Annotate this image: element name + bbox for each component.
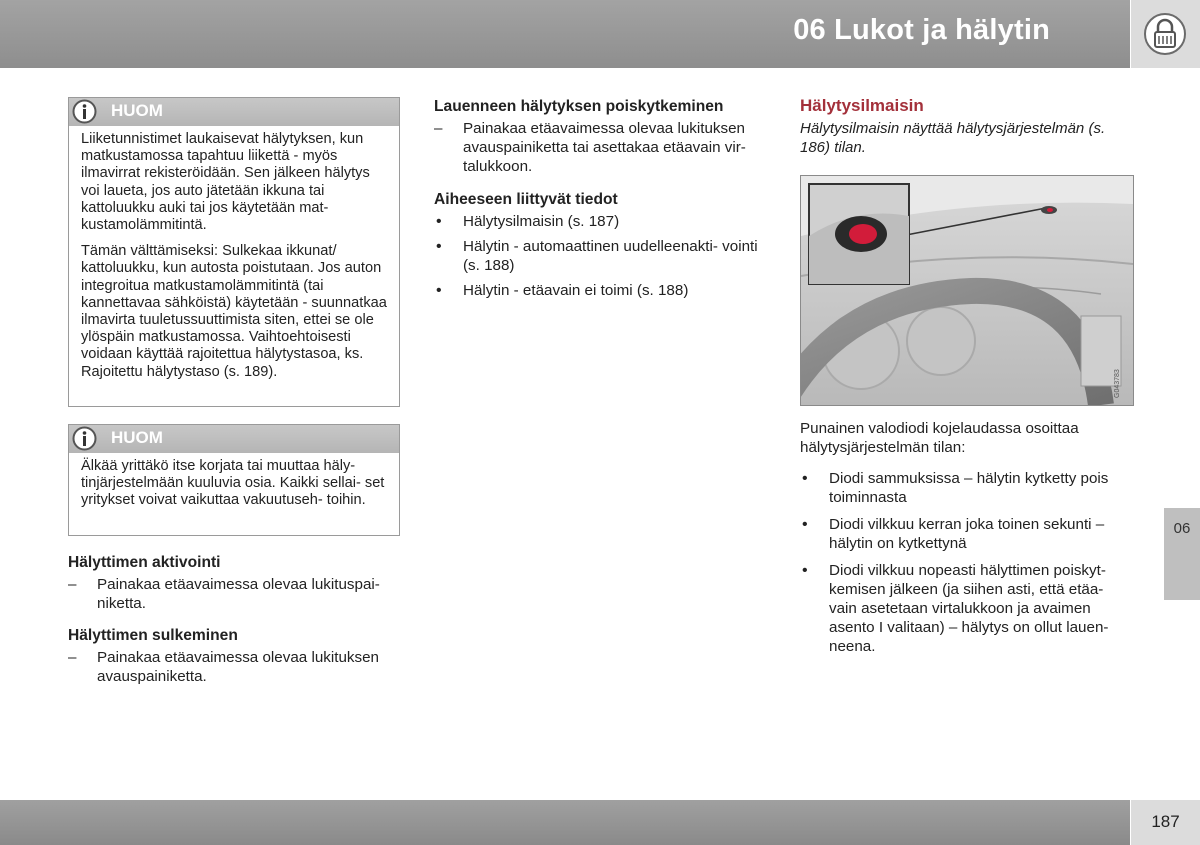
- section-title: Hälytysilmaisin: [800, 96, 924, 115]
- state-item: • Diodi sammuksissa – hälytin kytketty pois toiminnasta: [800, 469, 1130, 507]
- deactivation-heading: Hälyttimen sulkeminen: [68, 627, 238, 644]
- related-link[interactable]: • Hälytin - automaattinen uudelleenakti- vointi (s. 188): [434, 237, 766, 275]
- page-footer: [0, 800, 1130, 845]
- related-heading: Aiheeseen liittyvät tiedot: [434, 191, 618, 208]
- note-label: HUOM: [111, 101, 163, 120]
- note-label: HUOM: [111, 428, 163, 447]
- activation-step: – Painakaa etäavaimessa olevaa lukituspai- niketta.: [68, 575, 400, 613]
- triggered-step: – Painakaa etäavaimessa olevaa lukituksen avauspainiketta tai asettakaa etäavain vir- talukkoon.: [434, 119, 766, 176]
- note-box-2: [68, 424, 400, 536]
- note-header: [69, 425, 399, 453]
- related-link[interactable]: • Hälytysilmaisin (s. 187): [434, 212, 766, 231]
- indicator-states: [800, 419, 1130, 656]
- alarm-indicator-section: [800, 96, 1130, 157]
- note-paragraph: Älkää yrittäkö itse korjata tai muuttaa häly- tinjärjestelmään kuuluvia osia. Kaikki sellai- set yritykset voivat vaikuttaa vakuutuseh- toihin.: [81, 458, 385, 509]
- chapter-icon-box: [1131, 0, 1200, 68]
- deactivation-step: – Painakaa etäavaimessa olevaa lukituksen avauspainiketta.: [68, 648, 400, 686]
- note-body: [69, 453, 399, 519]
- image-caption: Punainen valodiodi kojelaudassa osoittaa hälytysjärjestelmän tilan:: [800, 420, 1079, 456]
- note-body: [69, 126, 399, 390]
- page-number: 187: [1151, 812, 1180, 831]
- chapter-title: 06 Lukot ja hälytin: [793, 14, 1050, 46]
- state-item: • Diodi vilkkuu nopeasti hälyttimen poiskyt- kemisen jälkeen (ja siihen asti, että etäa- vain asetetaan virtalukkoon ja avaimen asento I valitaan) – hälytys on ollut lauen- neena.: [800, 561, 1130, 656]
- page-header: [0, 0, 1130, 68]
- deactivation-section: [68, 626, 400, 686]
- image-code: G043783: [1114, 369, 1121, 398]
- info-icon: [71, 98, 98, 125]
- triggered-heading: Lauenneen hälytyksen poiskytkeminen: [434, 98, 724, 115]
- note-header: [69, 98, 399, 126]
- triggered-alarm-section: [434, 97, 766, 176]
- note-paragraph: Tämän välttämiseksi: Sulkekaa ikkunat/ kattoluukku, kun autosta poistutaan. Jos auton integroitua matkustamolämmitintä (tai kannettavaa sähköistä) käytetään - suunnatkaa ilmavirta tuuletussuuttimista siten, ettei se ole ylöspäin matkustamossa. Vaihtoehtoisesti voidaan käyttää rajoitettua hälytystasoa, ks. Rajoitettu hälytystaso (s. 189).: [81, 243, 387, 380]
- related-info-section: [434, 190, 766, 300]
- activation-heading: Hälyttimen aktivointi: [68, 554, 221, 571]
- dashboard-drawing: [801, 176, 1133, 405]
- info-icon: [71, 425, 98, 452]
- state-item: • Diodi vilkkuu kerran joka toinen sekunti – hälytin on kytkettynä: [800, 515, 1130, 553]
- chapter-side-tab: [1164, 508, 1200, 600]
- note-box-1: [68, 97, 400, 407]
- padlock-icon: [1143, 12, 1187, 56]
- related-link[interactable]: • Hälytin - etäavain ei toimi (s. 188): [434, 281, 766, 300]
- note-paragraph: Liiketunnistimet laukaisevat hälytyksen, kun matkustamossa tapahtuu liikettä - myös ilmavirrat rekisteröidään. Sen jälkeen hälytys voi laueta, jos auto jätetään ikkuna tai kattoluukku auki tai jos käytetään mat- kustamolämmitintä.: [81, 131, 370, 234]
- dashboard-illustration: [800, 175, 1134, 406]
- section-intro: Hälytysilmaisin näyttää hälytysjärjestelmän (s. 186) tilan.: [800, 120, 1106, 156]
- side-tab-label: 06: [1173, 520, 1191, 537]
- activation-section: [68, 553, 400, 613]
